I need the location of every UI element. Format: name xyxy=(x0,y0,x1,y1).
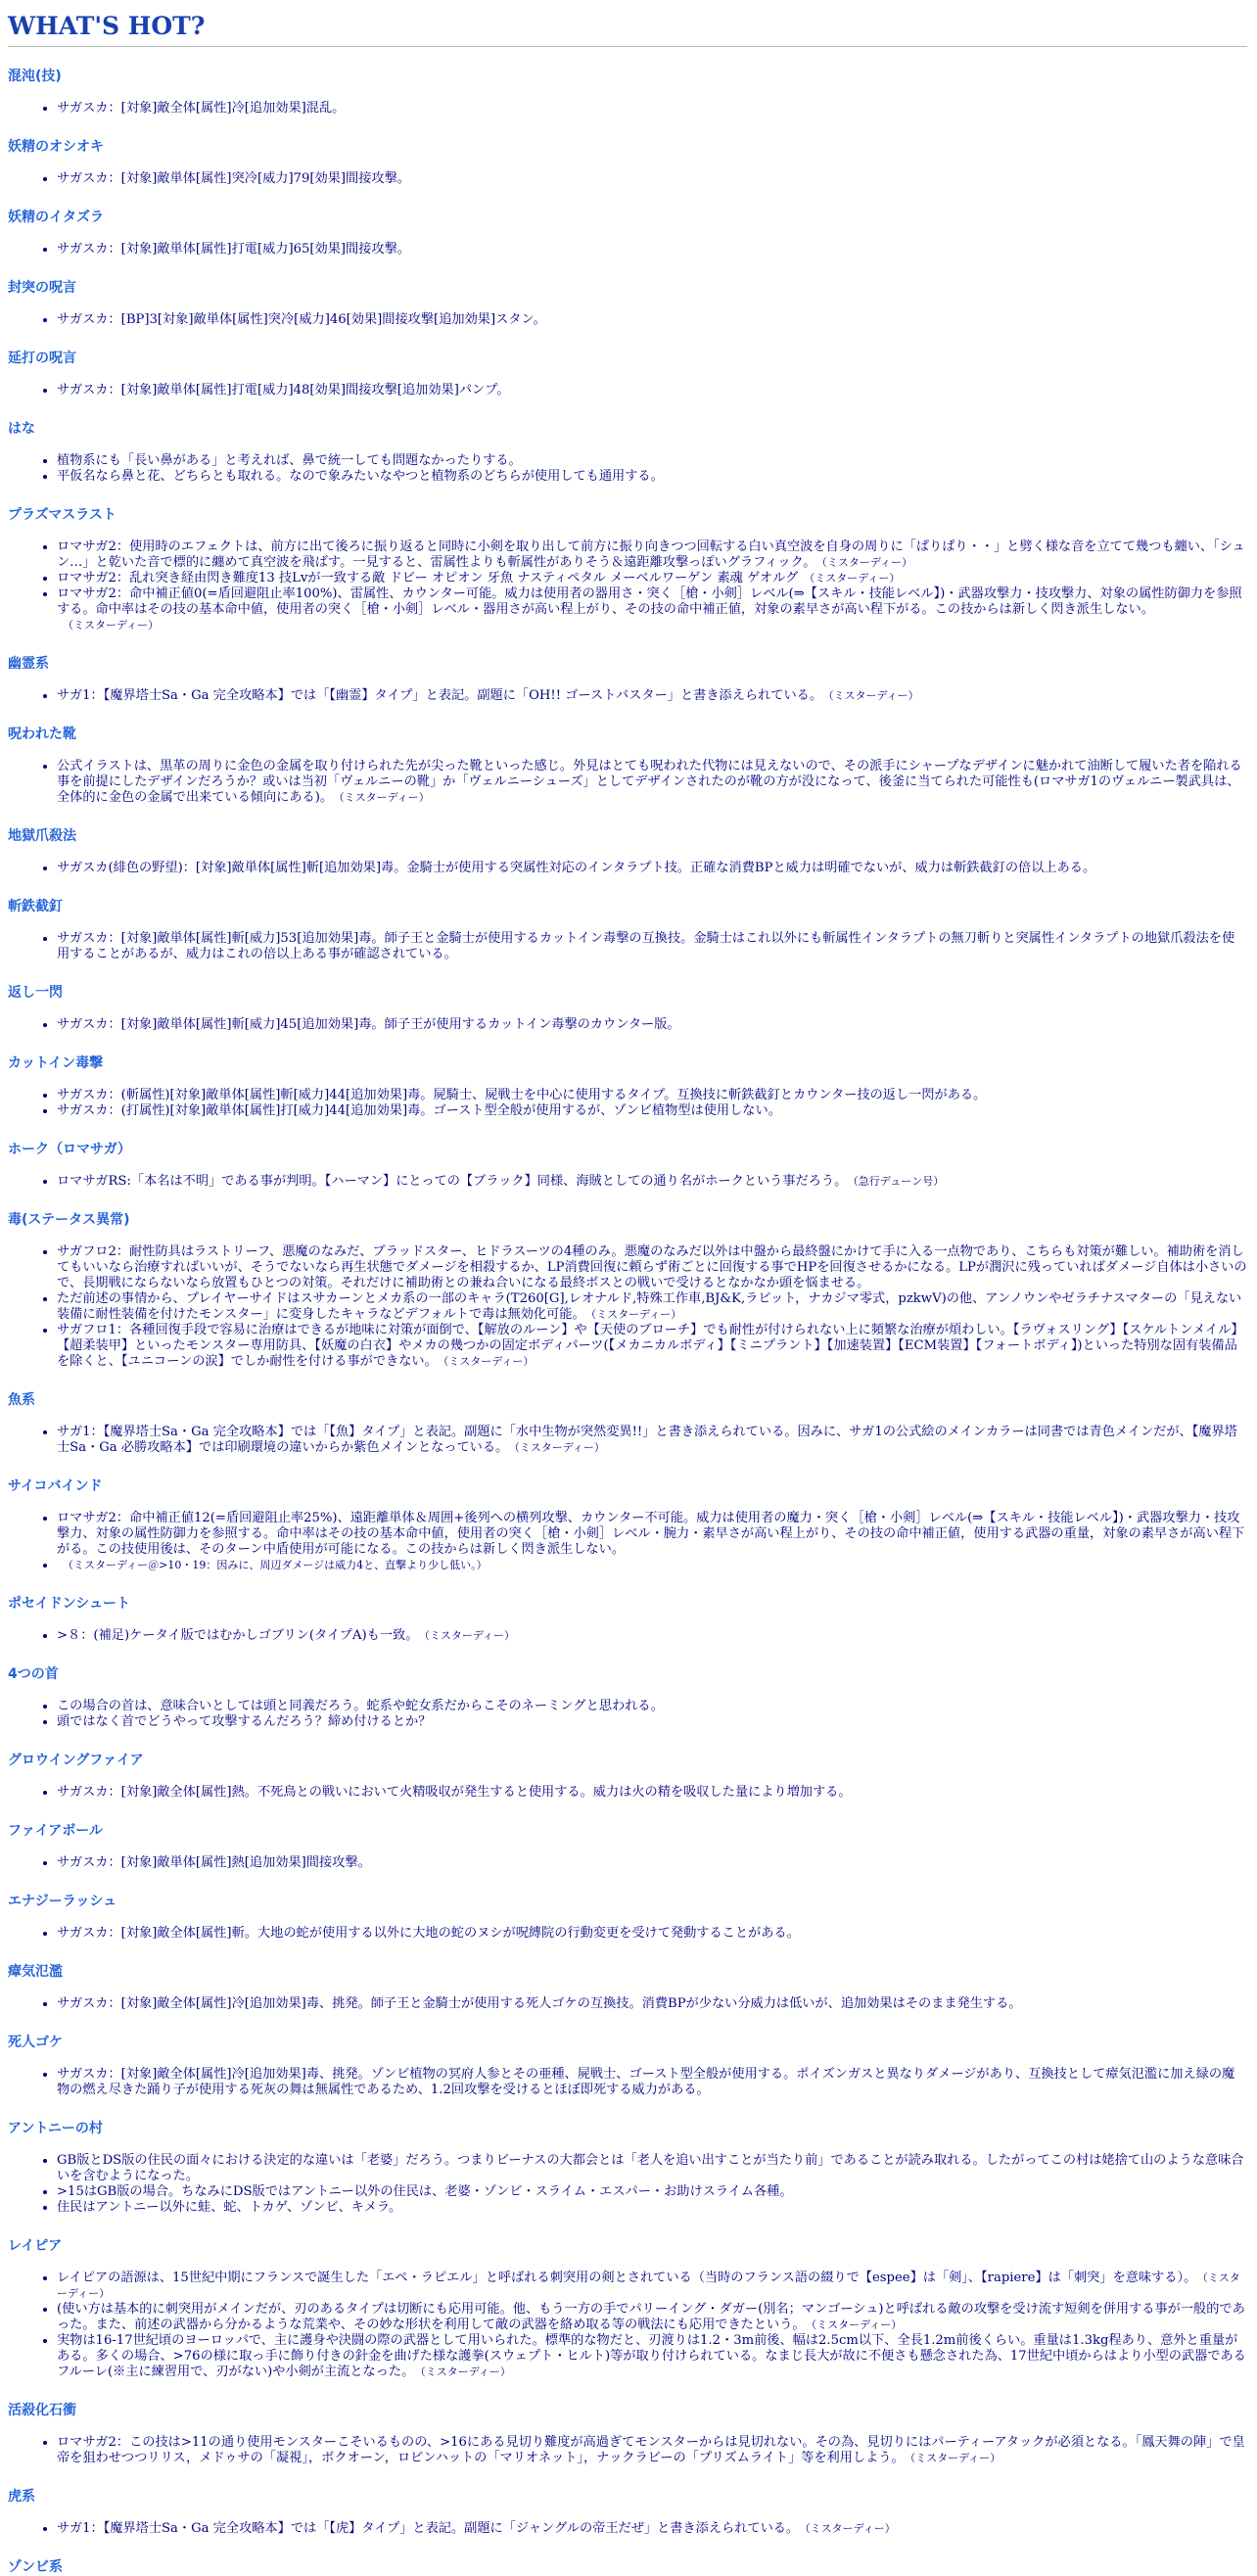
entry-item xyxy=(57,2435,1247,2466)
entry-item xyxy=(57,1425,1247,1456)
entry-term-link[interactable]: 活殺化石衝 xyxy=(8,2403,76,2418)
entry xyxy=(8,1596,1247,1644)
item-text: サガスカ：[対象]敵単体[属性]斬[威力]45[追加効果]毒。師子王が使用するカットイン毒撃のカウンター版。 xyxy=(57,1017,680,1032)
entry-items xyxy=(8,1088,1247,1119)
entry xyxy=(8,1823,1247,1871)
item-text: ロマサガ2：使用時のエフェクトは、前方に出て後ろに振り返ると同時に小剣を取り出して前方に振り向きつつ回転する白い真空波を自身の周りに「ぱりぱり・・」と劈く様な音を立てて幾つも纏い、「シュン…」と乾いた音で標的に纏めて真空波を飛ばす。一見すると、雷属性よりも斬属性がありそう＆遠距離攻撃っぽいグラフィック。 xyxy=(57,539,1245,570)
entry-term-link[interactable]: 斬鉄截釘 xyxy=(8,899,63,914)
item-text: サガフロ1：各種回復手段で容易に治療はできるが地味に対策が面倒で、【解放のルーン】や【天使のブローチ】でも耐性が付けられない上に頻繁な治療が煩わしい。【ラヴォスリング】【スケルトンメイル】【超柔装甲】といったモンスター専用防具、【妖魔の白衣】やメカの幾つかの固定ボディパーツ(【メカニカルボディ】【ミニプラント】【加速装置】【ECM装置】【フォートボディ】)といった特別な固有装備品を除くと、【ユニコーンの涙】でしか耐性を付ける事ができない。 xyxy=(57,1323,1244,1369)
entry-items xyxy=(8,101,1247,117)
entry-term-link[interactable]: はな xyxy=(8,421,35,437)
entry-items xyxy=(8,688,1247,704)
entry xyxy=(8,828,1247,876)
entry-items xyxy=(8,931,1247,962)
entry xyxy=(8,1964,1247,2012)
entry-items xyxy=(8,1926,1247,1942)
entry-item xyxy=(57,2521,1247,2537)
entry-item xyxy=(57,383,1247,398)
entry-term-link[interactable]: 瘴気氾濫 xyxy=(8,1964,63,1980)
entry-items xyxy=(8,383,1247,398)
entry-items xyxy=(8,312,1247,328)
item-author-note: （ミスターディー＠>10・19：因みに、周辺ダメージは威力4と、直撃より少し低い。） xyxy=(63,1559,488,1571)
item-author-note: （ミスターディー） xyxy=(590,1308,682,1321)
item-text: サガスカ：(打属性)[対象]敵単体[属性]打[威力]44[追加効果]毒。ゴースト型全般が使用するが、ゾンビ植物型は使用しない。 xyxy=(57,1103,781,1118)
entry-term-link[interactable]: 4つの首 xyxy=(8,1666,59,1682)
entry xyxy=(8,421,1247,485)
entry xyxy=(8,69,1247,117)
entry-term-link[interactable]: 呪われた靴 xyxy=(8,726,76,742)
item-text: サガスカ：[対象]敵単体[属性]斬[威力]53[追加効果]毒。師子王と金騎士が使用するカットイン毒撃の互換技。金騎士はこれ以外にも斬属性インタラプトの無刀斬りと突属性インタラプトの地獄爪殺法を使用することがあるが、威力はこれの倍以上ある事が確認されている。 xyxy=(57,931,1235,961)
item-text: この場合の首は、意味合いとしては頭と同義だろう。蛇系や蛇女系だからこそのネーミングと思われる。 xyxy=(57,1699,664,1713)
entry xyxy=(8,351,1247,398)
entry xyxy=(8,899,1247,962)
entry-item xyxy=(57,2153,1247,2184)
entry-items xyxy=(8,861,1247,876)
entry xyxy=(8,1666,1247,1730)
item-text: (使い方は基本的に刺突用がメインだが、刃のあるタイプは切断にも応用可能。他、もう一方の手でパリーイング・ダガー(別名；マンゴーシュ)と呼ばれる敵の攻撃を受け流す短剣を併用する事が一般的であった。また、前述の武器から分かるような荒業や、その妙な形状を利用して敵の武器を絡め取る等の戦法にも応用できたという。 xyxy=(57,2302,1245,2332)
item-text: サガフロ2：耐性防具はラストリーフ、悪魔のなみだ、ブラッドスター、ヒドラスーツの4種のみ。悪魔のなみだ以外は中盤から最終盤にかけて手に入る一点物であり、こちらも対策が難しい。補助術を消してもいいなら治療すればいいが、そうでないなら再生状態でダメージを相殺するか、LP消費回復に頼らず術ごとに回復する事でHPを回復させるかになる。LPが潤沢に残っていればダメージ自体は小さいので、長期戦にならないなら放置もひとつの対策。それだけに補助術との兼ね合いになる最終ボスとの戦いで受けるとなかなか頭を悩ませる。 xyxy=(57,1244,1247,1290)
entry-item xyxy=(57,101,1247,117)
entry-item xyxy=(57,1785,1247,1801)
item-author-note: （ミスターディー） xyxy=(57,2272,1240,2300)
entry-item xyxy=(57,469,1247,485)
entry-item xyxy=(57,586,1247,633)
item-author-note: （ミスターディー） xyxy=(420,2365,511,2378)
entry-items xyxy=(8,1244,1247,1370)
entry-term-link[interactable]: 延打の呪言 xyxy=(8,351,76,366)
item-text: ただ前述の事情から、プレイヤーサイドはスサカーンとメカ系の一部のキャラ(T260[G],レオナルド,特殊工作車,BJ&K,ラビット，ナカジマ零式，pzkwV)の他、アンノウンやゼラチナスマターの「見えない装備に耐性装備を付けたモンスター」に変身したキャラなどデフォルトで毒は無効化可能。 xyxy=(57,1291,1242,1322)
item-author-note: （ミスターディー） xyxy=(828,689,919,702)
item-text: 住民はアントニー以外に蛙、蛇、トカゲ、ゾンビ、キメラ。 xyxy=(57,2200,402,2215)
entry xyxy=(8,2489,1247,2537)
entry-items xyxy=(8,2435,1247,2466)
entry-items xyxy=(8,1017,1247,1033)
entry-term-link[interactable]: 封突の呪言 xyxy=(8,280,76,296)
entry-item xyxy=(57,1017,1247,1033)
entry xyxy=(8,210,1247,258)
item-author-note: （ミスターディー） xyxy=(514,1441,605,1454)
entry-item xyxy=(57,242,1247,258)
entry-item xyxy=(57,171,1247,187)
entry-term-link[interactable]: 幽霊系 xyxy=(8,656,49,672)
entry xyxy=(8,2238,1247,2380)
item-author-note: （ミスターディー） xyxy=(805,2522,896,2535)
entry-term-link[interactable]: ポセイドンシュート xyxy=(8,1596,130,1612)
item-author-note: （急行デューン号） xyxy=(853,1175,945,1188)
item-author-note: （ミスターディー） xyxy=(339,791,430,804)
item-author-note: （ミスターディー） xyxy=(424,1629,516,1642)
entry-items xyxy=(8,1996,1247,2012)
entry-item xyxy=(57,861,1247,876)
entry-term-link[interactable]: ファイアボール xyxy=(8,1823,104,1839)
entry-items xyxy=(8,171,1247,187)
entry-items xyxy=(8,242,1247,258)
entry-item xyxy=(57,1926,1247,1942)
item-text: ロマサガRS:「本名は不明」である事が判明。【ハーマン】にとっての【ブラック】同様、海賊としての通り名がホークという事だろう。 xyxy=(57,1174,848,1189)
entry-items xyxy=(8,1628,1247,1644)
entry-term-link[interactable]: 妖精のイタズラ xyxy=(8,210,104,225)
entry-item xyxy=(57,2067,1247,2098)
entry-item xyxy=(57,759,1247,806)
entry-item xyxy=(57,2333,1247,2380)
item-text: >15はGB版の場合。ちなみにDS版ではアントニー以外の住民は、老婆・ゾンビ・スライム・エスパー・お助けスライム各種。 xyxy=(57,2184,793,2199)
entry-items xyxy=(8,2153,1247,2216)
entry-items xyxy=(8,539,1247,633)
entry-item xyxy=(57,2184,1247,2200)
entry-term-link[interactable]: 毒(ステータス異常) xyxy=(8,1212,130,1228)
entry-term-link[interactable]: 返し一閃 xyxy=(8,985,63,1001)
entry-item xyxy=(57,688,1247,704)
entry-items xyxy=(8,1425,1247,1456)
entry-items xyxy=(8,1855,1247,1871)
entry-item xyxy=(57,571,1247,586)
entry xyxy=(8,1392,1247,1456)
entry-term-link[interactable]: 妖精のオシオキ xyxy=(8,139,104,155)
entry-term-link[interactable]: プラズマスラスト xyxy=(8,507,116,523)
entry-item xyxy=(57,453,1247,469)
entry-item xyxy=(57,539,1247,571)
item-author-note: （ミスターディー） xyxy=(804,572,901,585)
entry-list xyxy=(8,69,1247,2576)
entry-term-link[interactable]: エナジーラッシュ xyxy=(8,1894,117,1909)
item-text: サガスカ：(斬属性)[対象]敵単体[属性]斬[威力]44[追加効果]毒。屍騎士、屍戦士を中心に使用するタイプ。互換技に斬鉄截釘とカウンター技の返し一閃がある。 xyxy=(57,1088,987,1102)
entry-term-link[interactable]: サイコバインド xyxy=(8,1478,103,1494)
entry-term-link[interactable]: 虎系 xyxy=(8,2489,35,2505)
entry xyxy=(8,280,1247,328)
entry-items xyxy=(8,453,1247,485)
entry xyxy=(8,1142,1247,1190)
entry-term-link[interactable]: 死人ゴケ xyxy=(8,2035,63,2050)
entry-item xyxy=(57,2302,1247,2333)
entry-item xyxy=(57,1511,1247,1558)
item-text: 平仮名なら鼻と花、どちらとも取れる。なので象みたいなやつと植物系のどちらが使用しても通用する。 xyxy=(57,469,664,484)
entry-term-link[interactable]: アントニーの村 xyxy=(8,2121,103,2136)
item-text: サガ1：【魔界塔士Sa・Ga 完全攻略本】では「【魚】タイプ」と表記。副題に「水中生物が突然変異!!」と書き添えられている。因みに、サガ1の公式絵のメインカラーは同書では青色メインだが、【魔界塔士Sa・Ga 必勝攻略本】では印刷環境の違いからか紫色メインとなっている。 xyxy=(57,1425,1237,1455)
entry-item xyxy=(57,1558,1247,1573)
entry xyxy=(8,1478,1247,1573)
entry-item xyxy=(57,2200,1247,2216)
entry-term-link[interactable]: 魚系 xyxy=(8,1392,35,1408)
entry xyxy=(8,1894,1247,1942)
item-text: サガスカ：[対象]敵単体[属性]突冷[威力]79[効果]間接攻撃。 xyxy=(57,171,410,186)
entry-item xyxy=(57,312,1247,328)
item-author-note: （ミスターディー） xyxy=(442,1355,535,1368)
item-text: サガスカ：[対象]敵単体[属性]熱[追加効果]間接攻撃。 xyxy=(57,1855,371,1870)
entry xyxy=(8,2403,1247,2466)
entry xyxy=(8,1753,1247,1801)
entry-items xyxy=(8,2271,1247,2380)
entry-item xyxy=(57,1103,1247,1119)
entry xyxy=(8,139,1247,187)
entry-item xyxy=(57,1291,1247,1323)
item-text: サガスカ：[対象]敵全体[属性]冷[追加効果]混乱。 xyxy=(57,101,346,116)
item-text: サガスカ(緋色の野望)：[対象]敵単体[属性]斬[追加効果]毒。金騎士が使用する突属性対応のインタラプト技。正確な消費BPと威力は明確でないが、威力は斬鉄截釘の倍以上ある。 xyxy=(57,861,1096,875)
entry xyxy=(8,656,1247,704)
entry xyxy=(8,985,1247,1033)
entry-items xyxy=(8,2067,1247,2098)
item-text: 頭ではなく首でどうやって攻撃するんだろう？締め付けるとか？ xyxy=(57,1714,432,1729)
item-text: 実物は16-17世紀頃のヨーロッパで、主に護身や決闘の際の武器として用いられた。標準的な物だと、刃渡りは1.2・3m前後、幅は2.5cm以下、全長1.2m前後くらい。重量は1.3kg程あり、意外と重量がある。多くの場合、>76の様に取っ手に飾り付きの針金を曲げた様な護拳(スウェプト・ヒルト)等が取り付けられている。なまじ長大が故に不便さも懸念された為、17世紀中頃からはより小型の武器であるフルーレ(※主に練習用で、刃がない)や小剣が主流となった。 xyxy=(57,2333,1246,2379)
item-text: ロマサガ2：命中補正値0(=盾回避阻止率100%)、雷属性、カウンター可能。威力は使用者の器用さ・突く［槍・小剣］レベル(⇒【スキル・技能レベル】)・武器攻撃力・技攻撃力、対象の属性防御力を参照する。命中率はその技の基本命中値，使用者の突く［槍・小剣］レベル・器用さが高い程上がり、その技の命中補正値，対象の素早さが高い程下がる。この技からは新しく閃き派生しない。 xyxy=(57,586,1242,617)
entry-items xyxy=(8,759,1247,806)
item-text: サガスカ：[対象]敵全体[属性]斬。大地の蛇が使用する以外に大地の蛇のヌシが呪縛院の行動変更を受けて発動することがある。 xyxy=(57,1926,800,1941)
item-text: サガスカ：[対象]敵全体[属性]冷[追加効果]毒、挑発。ゾンビ植物の冥府人参とその亜種、屍戦士、ゴースト型全般が使用する。ポイズンガスと異なりダメージがあり、互換技として瘴気氾濫に加え緑の魔物の燃え尽きた踊り子が使用する死灰の舞は無属性であるため、1.2回攻撃を受けるとほぼ即死する威力がある。 xyxy=(57,2067,1235,2097)
entry-term-link[interactable]: グロウイングファイア xyxy=(8,1753,144,1768)
item-author-note: （ミスターディー） xyxy=(821,556,913,569)
item-text: サガスカ：[対象]敵単体[属性]打電[威力]48[効果]間接攻撃[追加効果]パンプ。 xyxy=(57,383,510,398)
entry-item xyxy=(57,1855,1247,1871)
entry-item xyxy=(57,1628,1247,1644)
page-title: WHAT'S HOT? xyxy=(8,8,1247,47)
item-text: >８：(補足)ケータイ版ではむかしゴブリン(タイプA)も一致。 xyxy=(57,1628,419,1643)
entry-item xyxy=(57,1714,1247,1730)
item-text: 公式イラストは、黒革の周りに金色の金属を取り付けられた先が尖った靴といった感じ。外見はとても呪われた代物には見えないので、その派手にシャープなデザインに魅かれて油断して履いた者を陥れる事を前提にしたデザインだろうか？或いは当初「ヴェルニーの靴」か「ヴェルニーシューズ」としてデザインされたのが靴の方が没になって、後釜に当てられた可能性も(ロマサガ1のヴェルニー製武具は、全体的に金色の金属で出来ている傾向にある)。 xyxy=(57,759,1242,805)
entry-item xyxy=(57,1699,1247,1714)
entry-item xyxy=(57,1244,1247,1291)
item-text: 植物系にも「長い鼻がある」と考えれば、鼻で統一しても問題なかったりする。 xyxy=(57,453,522,468)
entry-items xyxy=(8,1699,1247,1730)
item-author-note: （ミスターディー） xyxy=(909,2452,1001,2464)
entry-term-link[interactable]: レイピア xyxy=(8,2238,63,2254)
item-text: サガスカ：[対象]敵単体[属性]打電[威力]65[効果]間接攻撃。 xyxy=(57,242,410,257)
entry-item xyxy=(57,1996,1247,2012)
entry-items xyxy=(8,1785,1247,1801)
entry-item xyxy=(57,1174,1247,1190)
item-text: サガスカ：[対象]敵全体[属性]熱。不死鳥との戦いにおいて火精吸収が発生すると使用する。威力は火の精を吸収した量により増加する。 xyxy=(57,1785,852,1800)
item-author-note: （ミスターディー） xyxy=(811,2318,903,2331)
item-text: サガスカ：[対象]敵全体[属性]冷[追加効果]毒、挑発。師子王と金騎士が使用する死人ゴケの互換技。消費BPが少ない分威力は低いが、追加効果はそのまま発生する。 xyxy=(57,1996,1022,2011)
item-text: ロマサガ2：命中補正値12(=盾回避阻止率25%)、遠距離単体＆周囲+後列への横列攻撃、カウンター不可能。威力は使用者の魔力・突く［槍・小剣］レベル(⇒【スキル・技能レベル】)・武器攻撃力・技攻撃力、対象の属性防御力を参照する。命中率はその技の基本命中値，使用者の突く［槍・小剣］レベル・腕力・素早さが高い程上がり、その技の命中補正値，使用する武器の重量，対象の素早さが高い程下がる。この技使用後は、そのターン中盾使用が可能になる。この技からは新しく閃き派生しない。 xyxy=(57,1511,1245,1557)
entry-items xyxy=(8,2521,1247,2537)
item-text: サガ1：【魔界塔士Sa・Ga 完全攻略本】では「【幽霊】タイプ」と表記。副題に「OH!! ゴーストバスター」と書き添えられている。 xyxy=(57,688,823,703)
entry xyxy=(8,726,1247,806)
entry-item xyxy=(57,1323,1247,1370)
entry-item xyxy=(57,1088,1247,1103)
entry-term-link[interactable]: カットイン毒撃 xyxy=(8,1055,104,1071)
entry xyxy=(8,1212,1247,1370)
entry xyxy=(8,507,1247,633)
item-author-note: （ミスターディー） xyxy=(63,619,160,632)
entry-items xyxy=(8,1174,1247,1190)
entry-term-link[interactable]: 混沌(技) xyxy=(8,69,62,84)
entry-item xyxy=(57,2271,1247,2302)
item-text: レイピアの語源は、15世紀中期にフランスで誕生した「エペ・ラピエル」と呼ばれる刺突用の剣とされている（当時のフランス語の綴りで【espee】は「剣」、【rapiere】は「刺突」を意味する）。 xyxy=(57,2271,1197,2285)
entry xyxy=(8,2559,1247,2576)
entry-term-link[interactable]: 地獄爪殺法 xyxy=(8,828,76,844)
entry xyxy=(8,1055,1247,1119)
entry-items xyxy=(8,1511,1247,1573)
entry xyxy=(8,2035,1247,2098)
entry-term-link[interactable]: ゾンビ系 xyxy=(8,2559,63,2575)
item-text: サガスカ：[BP]3[対象]敵単体[属性]突冷[威力]46[効果]間接攻撃[追加効果]スタン。 xyxy=(57,312,546,327)
entry-term-link[interactable]: ホーク（ロマサガ） xyxy=(8,1142,131,1157)
item-text: サガ1：【魔界塔士Sa・Ga 完全攻略本】では「【虎】タイプ」と表記。副題に「ジャングルの帝王だぜ」と書き添えられている。 xyxy=(57,2521,800,2536)
item-text: ロマサガ2：この技は>11の通り使用モンスターこそいるものの、>16にある見切り難度が高過ぎてモンスターからは見切れない。その為、見切りにはパーティーアタックが必須となる。「鳳天舞の陣」で皇帝を狙わせつつリリス，メドゥサの「凝視」，ボクオーン，ロビンハットの「マリオネット」，ナックラビーの「プリズムライト」等を利用しよう。 xyxy=(57,2435,1245,2465)
item-text: GB版とDS版の住民の面々における決定的な違いは「老婆」だろう。つまりビーナスの大都会とは「老人を追い出すことが当たり前」であることが読み取れる。したがってこの村は姥捨て山のような意味合いを含むようになった。 xyxy=(57,2153,1244,2183)
item-text: ロマサガ2：乱れ突き経由閃き難度13 技Lvが一致する敵 ドビー オピオン 牙魚 ナスティペタル メーベルワーゲン 素魂 ゲオルグ xyxy=(57,571,799,585)
entry-item xyxy=(57,931,1247,962)
entry xyxy=(8,2121,1247,2216)
